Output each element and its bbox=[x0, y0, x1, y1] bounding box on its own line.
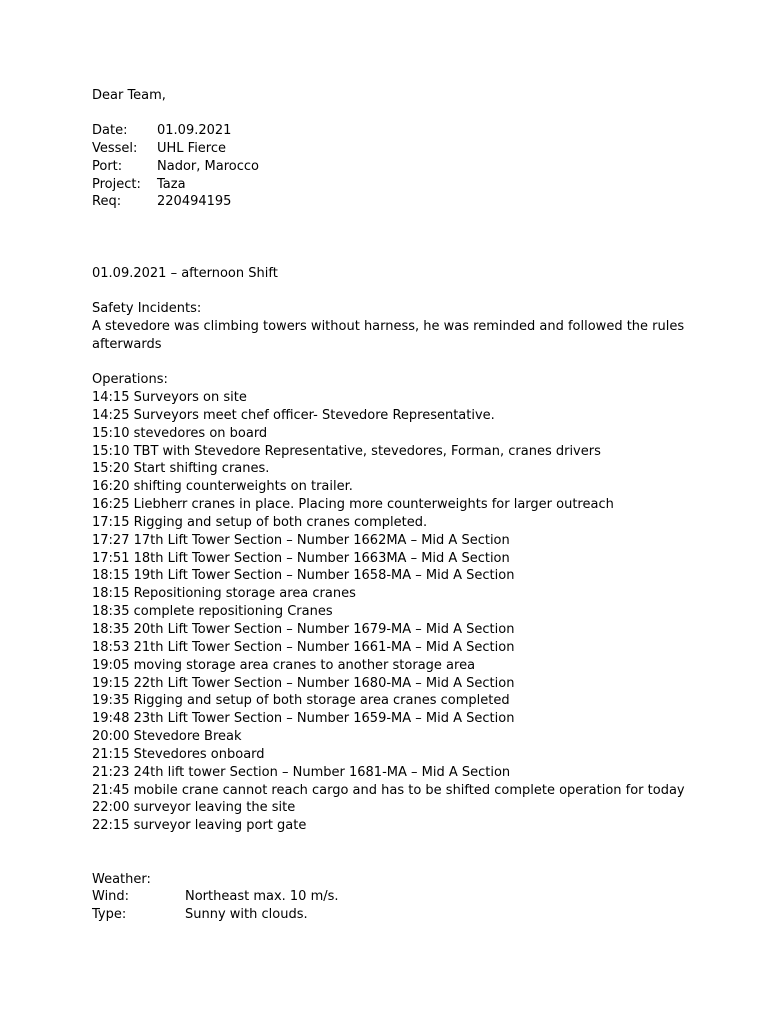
log-entry: 18:15 19th Lift Tower Section – Number 1658-MA – Mid A Section bbox=[92, 568, 515, 583]
log-entry: 21:15 Stevedores onboard bbox=[92, 747, 265, 762]
header-field-port bbox=[92, 158, 259, 176]
field-label: Project: bbox=[92, 177, 141, 192]
log-entry: 19:05 moving storage area cranes to another storage area bbox=[92, 658, 476, 673]
field-label: Vessel: bbox=[92, 141, 138, 156]
field-label: Req: bbox=[92, 194, 122, 209]
log-entry: 19:35 Rigging and setup of both storage area cranes completed bbox=[92, 693, 510, 708]
log-entry: 22:00 surveyor leaving the site bbox=[92, 800, 296, 815]
log-entry: 15:10 TBT with Stevedore Representative, stevedores, Forman, cranes drivers bbox=[92, 444, 601, 459]
log-entry: 17:15 Rigging and setup of both cranes completed. bbox=[92, 515, 428, 530]
log-entry: 18:15 Repositioning storage area cranes bbox=[92, 586, 356, 601]
safety-text: A stevedore was climbing towers without harness, he was reminded and followed the rules afterwards bbox=[92, 319, 685, 352]
weather-field-wind bbox=[92, 888, 339, 906]
shift-title: 01.09.2021 – afternoon Shift bbox=[92, 266, 278, 281]
log-entry: 16:20 shifting counterweights on trailer. bbox=[92, 479, 353, 494]
header-field-vessel bbox=[92, 140, 226, 158]
header-field-date bbox=[92, 122, 231, 140]
header-field-project bbox=[92, 176, 186, 194]
field-value: Taza bbox=[157, 177, 186, 192]
log-entry: 18:35 20th Lift Tower Section – Number 1679-MA – Mid A Section bbox=[92, 622, 515, 637]
field-value: Sunny with clouds. bbox=[185, 907, 308, 922]
weather-heading: Weather: bbox=[92, 872, 151, 887]
weather-field-type bbox=[92, 906, 308, 924]
log-entry: 15:20 Start shifting cranes. bbox=[92, 461, 270, 476]
field-value: Nador, Marocco bbox=[157, 159, 259, 174]
field-value: Northeast max. 10 m/s. bbox=[185, 889, 339, 904]
safety-heading: Safety Incidents: bbox=[92, 301, 202, 316]
field-value: 220494195 bbox=[157, 194, 232, 209]
field-value: UHL Fierce bbox=[157, 141, 227, 156]
log-entry: 17:51 18th Lift Tower Section – Number 1663MA – Mid A Section bbox=[92, 551, 510, 566]
log-entry: 21:23 24th lift tower Section – Number 1681-MA – Mid A Section bbox=[92, 765, 511, 780]
log-entry: 18:35 complete repositioning Cranes bbox=[92, 604, 333, 619]
field-value: 01.09.2021 bbox=[157, 123, 232, 138]
log-entry: 15:10 stevedores on board bbox=[92, 426, 268, 441]
field-label: Port: bbox=[92, 159, 123, 174]
greeting: Dear Team, bbox=[92, 88, 166, 103]
log-entry: 20:00 Stevedore Break bbox=[92, 729, 242, 744]
field-label: Type: bbox=[92, 907, 127, 922]
header-field-req bbox=[92, 193, 231, 211]
log-entry: 16:25 Liebherr cranes in place. Placing more counterweights for larger outreach bbox=[92, 497, 614, 512]
log-entry: 21:45 mobile crane cannot reach cargo and has to be shifted complete operation for today bbox=[92, 783, 685, 798]
log-entry: 14:25 Surveyors meet chef officer- Stevedore Representative. bbox=[92, 408, 495, 423]
field-label: Wind: bbox=[92, 889, 130, 904]
log-entry: 18:53 21th Lift Tower Section – Number 1661-MA – Mid A Section bbox=[92, 640, 515, 655]
log-entry: 17:27 17th Lift Tower Section – Number 1662MA – Mid A Section bbox=[92, 533, 510, 548]
log-entry: 19:15 22th Lift Tower Section – Number 1680-MA – Mid A Section bbox=[92, 676, 515, 691]
log-entry: 14:15 Surveyors on site bbox=[92, 390, 247, 405]
log-entry: 19:48 23th Lift Tower Section – Number 1659-MA – Mid A Section bbox=[92, 711, 515, 726]
field-label: Date: bbox=[92, 123, 128, 138]
operations-heading: Operations: bbox=[92, 372, 168, 387]
log-entry: 22:15 surveyor leaving port gate bbox=[92, 818, 307, 833]
